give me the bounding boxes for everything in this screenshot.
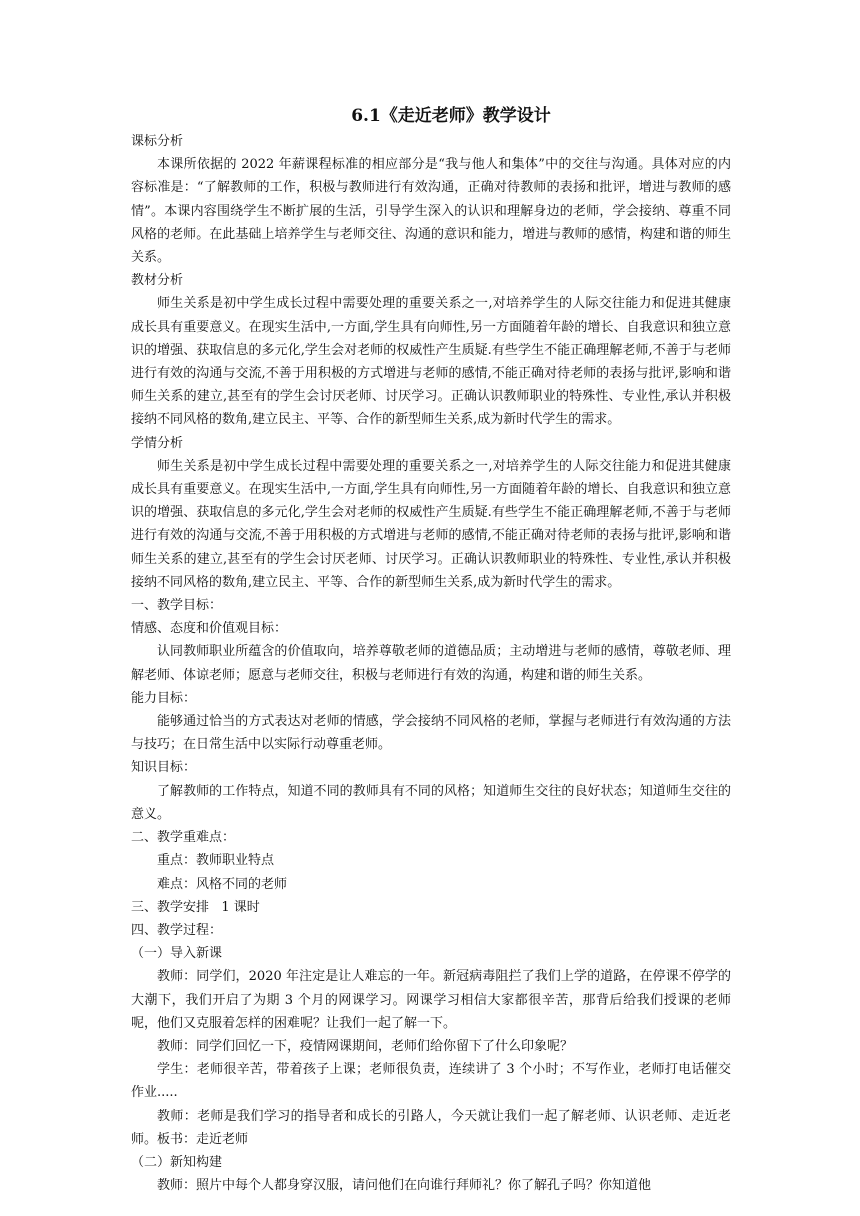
subsection-heading: 情感、态度和价值观目标： [131,621,288,637]
paragraph: 师生关系是初中学生成长过程中需要处理的重要关系之一,对培养学生的人际交往能力和促进其健康成长具有重要意义。在现实生活中,一方面,学生具有向师性,另一方面随着年龄的增长、自我意识和独立意识的增强、获取信息的多元化,学生会对老师的权威性产生质疑.有些学生不能正确理解老师,不善于与老师进行有效的沟通与交流,不善于用积极的方式增进与老师的感情,不能正确对待老师的表扬与批评,影响和谐师生关系的建立,甚至有的学生会讨厌老师、讨厌学习。正确认识教师职业的特殊性、专业性,承认并积极接纳不同风格的数角,建立民主、平等、合作的新型师生关系,成为新时代学生的需求。 [131,458,731,590]
subsection-heading: （二）新知构建 [131,1154,223,1170]
paragraph: 学生：老师很辛苦，带着孩子上课；老师很负责，连续讲了 3 个小时；不写作业，老师打电话催交作业..... [131,1062,731,1101]
section-heading: 教材分析 [131,273,184,289]
section-heading: 一、教学目标： [131,598,223,614]
section-heading: 课标分析 [131,134,184,149]
document-body [131,104,731,1197]
subsection-heading: （一）导入新课 [131,946,223,962]
paragraph: 认同教师职业所蕴含的价值取向，培养尊敬老师的道德品质；主动增进与老师的感情，尊敬老师、理解老师、体谅老师；愿意与老师交往，积极与老师进行有效的沟通，构建和谐的师生关系。 [131,644,731,683]
paragraph: 了解教师的工作特点，知道不同的教师具有不同的风格；知道师生交往的良好状态；知道师生交往的意义。 [131,783,731,822]
paragraph: 教师：照片中每个人都身穿汉服，请问他们在向谁行拜师礼？你了解孔子吗？你知道他 [157,1178,652,1194]
paragraph: 本课所依据的 2022 年薪课程标准的相应部分是“我与他人和集体”中的交往与沟通。具体对应的内容标准是：“了解教师的工作，积极与教师进行有效沟通，正确对待教师的表扬和批评，增进与教师的感情”。本课内容围绕学生不断扩展的生活，引导学生深入的认识和理解身边的老师，学会接纳、尊重不同风格的老师。在此基础上培养学生与老师交往、沟通的意识和能力，增进与教师的感情，构建和谐的师生关系。 [131,157,731,266]
paragraph: 能够通过恰当的方式表达对老师的情感，学会接纳不同风格的老师，掌握与老师进行有效沟通的方法与技巧；在日常生活中以实际行动尊重老师。 [131,714,731,753]
subsection-heading: 知识目标： [131,760,197,776]
section-heading: 二、教学重难点： [131,830,236,846]
paragraph: 师生关系是初中学生成长过程中需要处理的重要关系之一,对培养学生的人际交往能力和促进其健康成长具有重要意义。在现实生活中,一方面,学生具有向师性,另一方面随着年龄的增长、自我意识和独立意识的增强、获取信息的多元化,学生会对老师的权威性产生质疑.有些学生不能正确理解老师,不善于与老师进行有效的沟通与交流,不善于用积极的方式增进与老师的感情,不能正确对待老师的表扬与批评,影响和谐师生关系的建立,甚至有的学生会讨厌老师、讨厌学习。正确认识教师职业的特殊性、专业性,承认并积极接纳不同风格的数角,建立民主、平等、合作的新型师生关系,成为新时代学生的需求。 [131,296,731,428]
paragraph: 教师：同学们回忆一下，疫情网课期间，老师们给你留下了什么印象呢？ [157,1038,574,1054]
paragraph: 教师：老师是我们学习的指导者和成长的引路人，今天就让我们一起了解老师、认识老师、走近老师。板书：走近老师 [131,1108,731,1147]
section-heading: 四、教学过程： [131,922,223,938]
difficult-point: 难点：风格不同的老师 [157,876,288,892]
subsection-heading: 能力目标： [131,690,197,706]
section-heading: 学情分析 [131,435,184,451]
section-heading: 三、教学安排 1 课时 [131,899,260,915]
document-title: 6.1《走近老师》教学设计 [351,106,551,126]
key-point: 重点：教师职业特点 [157,853,275,869]
paragraph: 教师：同学们，2020 年注定是让人难忘的一年。新冠病毒阻拦了我们上学的道路，在停课不停学的大潮下，我们开启了为期 3 个月的网课学习。网课学习相信大家都很辛苦，那背后给我们授课的老师呢，他们又克服着怎样的困难呢？让我们一起了解一下。 [131,969,731,1031]
